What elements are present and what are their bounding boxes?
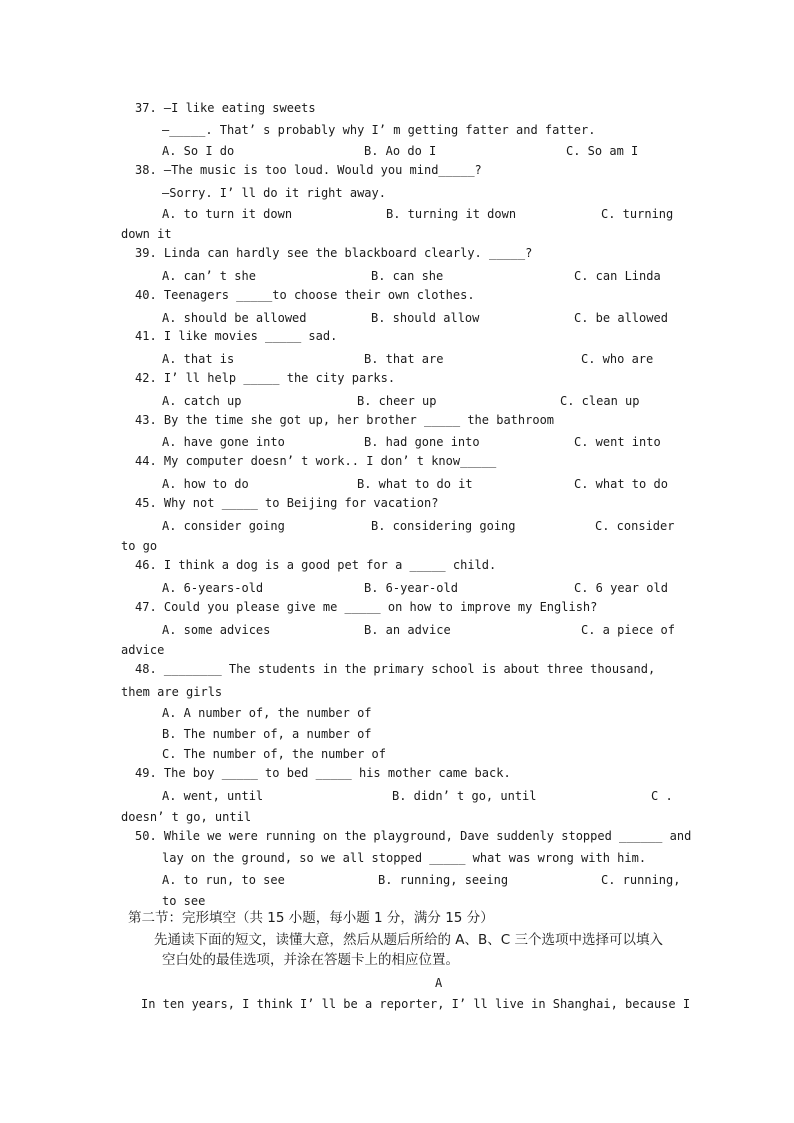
- question-49-option-c: C .: [651, 789, 673, 803]
- question-41-option-c: C. who are: [581, 352, 654, 366]
- question-42-option-c: C. clean up: [560, 394, 640, 408]
- question-48-stem: 48. ________ The students in the primary school is about three thousand,: [135, 662, 656, 676]
- question-45-option-a: A. consider going: [162, 519, 285, 533]
- question-47-option-a: A. some advices: [162, 623, 271, 637]
- question-40-stem: 40. Teenagers _____to choose their own clothes.: [135, 288, 475, 302]
- question-39-stem: 39. Linda can hardly see the blackboard clearly. _____?: [135, 246, 533, 260]
- question-49-option-a: A. went, until: [162, 789, 264, 803]
- question-46-stem: 46. I think a dog is a good pet for a _____ child.: [135, 558, 497, 572]
- question-50-stem: 50. While we were running on the playground, Dave suddenly stopped ______ and: [135, 829, 692, 843]
- question-40-option-a: A. should be allowed: [162, 311, 307, 325]
- question-50-stem-continued: lay on the ground, so we all stopped _____ what was wrong with him.: [162, 851, 647, 865]
- question-38-option-a: A. to turn it down: [162, 207, 293, 221]
- question-45-option-c: C. consider: [595, 519, 675, 533]
- question-41-stem: 41. I like movies _____ sad.: [135, 329, 338, 343]
- question-39-option-b: B. can she: [371, 269, 444, 283]
- section-2-instructions-line-1: 先通读下面的短文，读懂大意，然后从题后所给的 A、B、C 三个选项中选择可以填入: [154, 932, 664, 948]
- question-48-option-a: A. A number of, the number of: [162, 706, 372, 720]
- question-38-option-c-continued: down it: [121, 227, 172, 241]
- question-44-stem: 44. My computer doesn’ t work.. I don’ t know_____: [135, 454, 497, 468]
- question-43-option-a: A. have gone into: [162, 435, 285, 449]
- question-43-option-b: B. had gone into: [364, 435, 480, 449]
- question-50-option-a: A. to run, to see: [162, 873, 285, 887]
- question-43-option-c: C. went into: [574, 435, 661, 449]
- question-42-option-a: A. catch up: [162, 394, 242, 408]
- question-49-option-c-continued: doesn’ t go, until: [121, 810, 252, 824]
- question-42-stem: 42. I’ ll help _____ the city parks.: [135, 371, 396, 385]
- question-45-option-c-continued: to go: [121, 539, 158, 553]
- question-48-option-c: C. The number of, the number of: [162, 747, 386, 761]
- question-44-option-a: A. how to do: [162, 477, 249, 491]
- question-39-option-a: A. can’ t she: [162, 269, 256, 283]
- question-50-option-c: C. running,: [601, 873, 681, 887]
- question-49-stem: 49. The boy _____ to bed _____ his mother came back.: [135, 766, 511, 780]
- question-45-stem: 45. Why not _____ to Beijing for vacation?: [135, 496, 439, 510]
- question-39-option-c: C. can Linda: [574, 269, 661, 283]
- question-48-option-b: B. The number of, a number of: [162, 727, 372, 741]
- question-37-option-c: C. So am I: [566, 144, 639, 158]
- question-37-reply: —_____. That’ s probably why I’ m getting fatter and fatter.: [162, 123, 596, 137]
- question-44-option-b: B. what to do it: [357, 477, 473, 491]
- question-46-option-c: C. 6 year old: [574, 581, 668, 595]
- question-44-option-c: C. what to do: [574, 477, 668, 491]
- question-40-option-c: C. be allowed: [574, 311, 668, 325]
- question-47-option-c-continued: advice: [121, 643, 165, 657]
- question-50-option-b: B. running, seeing: [378, 873, 509, 887]
- question-38-option-c: C. turning: [601, 207, 674, 221]
- question-49-option-b: B. didn’ t go, until: [392, 789, 537, 803]
- question-42-option-b: B. cheer up: [357, 394, 437, 408]
- question-41-option-a: A. that is: [162, 352, 235, 366]
- question-38-option-b: B. turning it down: [386, 207, 517, 221]
- question-38-reply: —Sorry. I’ ll do it right away.: [162, 186, 386, 200]
- question-48-stem-continued: them are girls: [121, 685, 223, 699]
- passage-label: A: [435, 976, 443, 990]
- passage-line-1: In ten years, I think I’ ll be a reporter, I’ ll live in Shanghai, because I: [141, 997, 691, 1011]
- question-37-option-b: B. Ao do I: [364, 144, 437, 158]
- question-37-stem: 37. —I like eating sweets: [135, 101, 316, 115]
- question-47-stem: 47. Could you please give me _____ on how to improve my English?: [135, 600, 598, 614]
- question-40-option-b: B. should allow: [371, 311, 480, 325]
- section-2-heading: 第二节：完形填空（共 15 小题，每小题 1 分，满分 15 分）: [128, 910, 494, 926]
- question-47-option-b: B. an advice: [364, 623, 451, 637]
- question-37-option-a: A. So I do: [162, 144, 235, 158]
- question-46-option-a: A. 6-years-old: [162, 581, 264, 595]
- question-47-option-c: C. a piece of: [581, 623, 675, 637]
- question-43-stem: 43. By the time she got up, her brother _____ the bathroom: [135, 413, 555, 427]
- section-2-instructions-line-2: 空白处的最佳选项，并涂在答题卡上的相应位置。: [162, 952, 459, 968]
- question-45-option-b: B. considering going: [371, 519, 516, 533]
- question-38-stem: 38. —The music is too loud. Would you mind_____?: [135, 163, 482, 177]
- question-41-option-b: B. that are: [364, 352, 444, 366]
- question-46-option-b: B. 6-year-old: [364, 581, 458, 595]
- question-50-option-c-continued: to see: [162, 894, 206, 908]
